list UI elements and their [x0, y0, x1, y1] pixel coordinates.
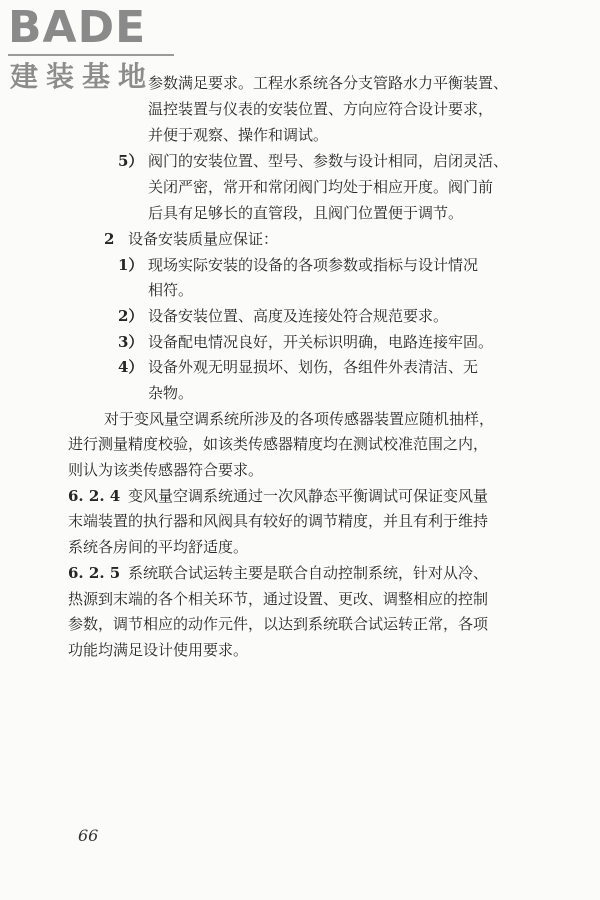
- section-heading: 设备安装质量应保证：: [128, 230, 279, 248]
- paragraph-line: 末端装置的执行器和风阀具有较好的调节精度，并且有利于维持: [68, 512, 489, 530]
- text-line: 并便于观察、操作和调试。: [148, 126, 329, 144]
- logo-subtitle: 建装基地: [10, 60, 155, 93]
- list-number: 3）: [118, 333, 144, 351]
- list-number: 1）: [118, 256, 144, 274]
- section-number: 2: [104, 230, 115, 248]
- paragraph-line: 进行测量精度校验，如该类传感器精度均在测试校准范围之内，: [68, 435, 489, 453]
- text-line: 参数满足要求。工程水系统各分支管路水力平衡装置、: [148, 74, 509, 92]
- text-line: 现场实际安装的设备的各项参数或指标与设计情况: [148, 256, 479, 274]
- clause-number: 6. 2. 4: [68, 487, 121, 505]
- list-number: 2）: [118, 307, 144, 325]
- clause-number: 6. 2. 5: [68, 564, 121, 582]
- text-line: 后具有足够长的直管段，且阀门位置便于调节。: [148, 204, 464, 222]
- paragraph-line: 热源到末端的各个相关环节，通过设置、更改、调整相应的控制: [68, 590, 489, 608]
- logo-mark: BADE: [8, 2, 147, 53]
- text-line: 设备安装位置、高度及连接处符合规范要求。: [148, 307, 449, 325]
- text-line: 阀门的安装位置、型号、参数与设计相同，启闭灵活、: [148, 152, 509, 170]
- page-number: 66: [78, 826, 99, 845]
- paragraph-line: 变风量空调系统通过一次风静态平衡调试可保证变风量: [128, 487, 489, 505]
- paragraph-line: 则认为该类传感器符合要求。: [68, 461, 264, 479]
- list-number: 4）: [118, 358, 144, 376]
- text-line: 设备配电情况良好，开关标识明确，电路连接牢固。: [148, 333, 494, 351]
- text-line: 关闭严密，常开和常闭阀门均处于相应开度。阀门前: [148, 178, 494, 196]
- paragraph-line: 对于变风量空调系统所涉及的各项传感器装置应随机抽样，: [104, 410, 495, 428]
- text-line: 相符。: [148, 281, 194, 299]
- paragraph-line: 功能均满足设计使用要求。: [68, 641, 249, 659]
- paragraph-line: 系统各房间的平均舒适度。: [68, 538, 249, 556]
- text-line: 温控装置与仪表的安装位置、方向应符合设计要求，: [148, 100, 494, 118]
- text-line: 杂物。: [148, 384, 194, 402]
- list-number: 5）: [118, 152, 144, 170]
- logo-rule: [8, 54, 174, 56]
- paragraph-line: 参数，调节相应的动作元件，以达到系统联合试运转正常，各项: [68, 615, 489, 633]
- paragraph-line: 系统联合试运转主要是联合自动控制系统，针对从冷、: [128, 564, 489, 582]
- text-line: 设备外观无明显损坏、划伤，各组件外表清洁、无: [148, 358, 479, 376]
